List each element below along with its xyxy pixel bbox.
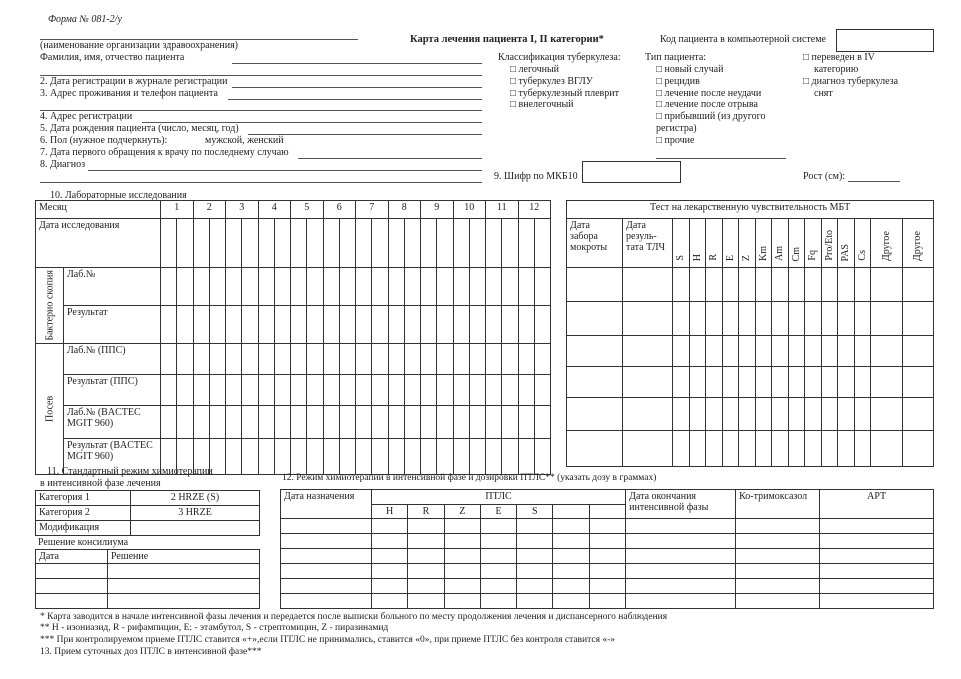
- footnote: *** При контролируемом приеме ПТЛС ставится «+»,если ПТЛС не принимались, ставится «0», при приеме ПТЛС без контроля ставится «-»: [40, 635, 616, 645]
- tb-class-item[interactable]: □ туберкулезный плеврит: [510, 88, 619, 99]
- table-row: [36, 594, 260, 609]
- category-value[interactable]: 3 HRZE: [131, 506, 260, 521]
- section12-title: 12. Режим химиотерапии в интенсивной фазе и дозировки ПТЛС** (указать дозу в граммах): [282, 473, 657, 483]
- transfer-item[interactable]: □ переведен в IV: [803, 52, 875, 63]
- org-caption: (наименование организации здравоохранения): [40, 40, 239, 51]
- category-label: Категория 1: [36, 491, 131, 506]
- drug-header: Другое: [880, 230, 892, 261]
- month-header: Месяц: [36, 201, 161, 219]
- lab-section-title: 10. Лабораторные исследования: [50, 190, 187, 201]
- height-label: Рост (см):: [803, 171, 846, 182]
- row-label: Результат (BACTEC MGIT 960): [64, 438, 161, 474]
- field-birth-date: 5. Дата рождения пациента (число, месяц, год): [40, 123, 239, 134]
- col-art: АРТ: [820, 490, 934, 519]
- patient-type-item[interactable]: □ лечение после неудачи: [656, 88, 762, 99]
- month-cell: 3: [226, 201, 259, 219]
- table-row: [36, 579, 260, 594]
- transfer-item[interactable]: □ диагноз туберкулеза: [803, 76, 899, 87]
- table-row: [567, 268, 934, 302]
- drug-header: Km: [757, 246, 769, 261]
- month-cell: 7: [356, 201, 389, 219]
- row-label: Результат: [64, 305, 161, 343]
- drug-header: PAS: [840, 243, 852, 261]
- table-row: [281, 579, 934, 594]
- dst-col-sample: Дата забора мокроты: [567, 219, 623, 268]
- month-cell: 4: [258, 201, 291, 219]
- drug-header: Am: [774, 246, 786, 261]
- height-line[interactable]: [848, 181, 900, 182]
- field-sex: 6. Пол (нужное подчеркнуть):: [40, 135, 168, 146]
- patient-type-item[interactable]: □ рецидив: [656, 76, 700, 87]
- month-cell: 11: [486, 201, 519, 219]
- row-label: Лаб.№: [64, 268, 161, 306]
- table-row: [36, 374, 551, 405]
- ptls-drug: [553, 505, 589, 519]
- row-label: Результат (ППС): [64, 374, 161, 405]
- field-registration-date-line[interactable]: [232, 87, 482, 88]
- col-date: Дата назначения: [281, 490, 372, 519]
- drug-header: Другое: [912, 230, 924, 261]
- drug-header: S: [675, 255, 687, 261]
- table-row: [36, 521, 260, 536]
- field-address: 3. Адрес проживания и телефон пациента: [40, 88, 218, 99]
- transfer-item-cont: категорию: [814, 64, 859, 75]
- footnote: * Карта заводится в начале интенсивной фазы лечения и передается после выписки больного по месту продолжения лечения и диспансерного наблюдения: [40, 612, 668, 622]
- ptls-drug: E: [480, 505, 516, 519]
- field-first-visit-line[interactable]: [298, 158, 482, 159]
- footnote: 13. Прием суточных доз ПТЛС в интенсивной фазе***: [40, 647, 262, 657]
- lab-table: [35, 200, 551, 475]
- icd-box[interactable]: [582, 161, 681, 183]
- transfer-item-cont: снят: [814, 88, 833, 99]
- ptls-drug: S: [517, 505, 553, 519]
- patient-code-box[interactable]: [836, 29, 934, 52]
- category-label: Модификация: [36, 521, 131, 536]
- tb-class-item[interactable]: □ туберкулез ВГЛУ: [510, 76, 593, 87]
- dst-table: [566, 200, 934, 467]
- council-col-date: Дата: [36, 550, 108, 564]
- month-cell: 9: [421, 201, 454, 219]
- drug-header: Z: [741, 254, 753, 261]
- table-row: [36, 343, 551, 374]
- table-row: [36, 564, 260, 579]
- col-end-date: Дата окончания интенсивной фазы: [626, 490, 736, 519]
- table-row: [36, 219, 551, 268]
- tb-class-title: Классификация туберкулеза:: [498, 52, 621, 63]
- bacterio-label: Бактерио скопия: [36, 268, 64, 344]
- col-ptls: ПТЛС: [372, 490, 626, 505]
- field-registration-date: 2. Дата регистрации в журнале регистрации: [40, 76, 228, 87]
- standard-regimen-table: [35, 490, 260, 536]
- table-row: [36, 491, 260, 506]
- month-cell: 12: [518, 201, 551, 219]
- table-row: [567, 302, 934, 336]
- tb-class-item[interactable]: □ внелегочный: [510, 99, 574, 110]
- ptls-drug: R: [408, 505, 444, 519]
- patient-type-item[interactable]: □ лечение после отрыва: [656, 99, 758, 110]
- field-first-visit: 7. Дата первого обращения к врачу по последнему случаю: [40, 147, 289, 158]
- section11-subtitle: в интенсивной фазе лечения: [40, 478, 161, 489]
- row-label: Лаб.№ (BACTEC MGIT 960): [64, 405, 161, 438]
- field-fio-line[interactable]: [232, 63, 482, 64]
- table-row: [36, 268, 551, 306]
- month-cell: 2: [193, 201, 226, 219]
- section11-title: 11. Стандартный режим химиотерапии: [47, 466, 213, 477]
- row-label: Лаб.№ (ППС): [64, 343, 161, 374]
- field-diagnosis-line-2[interactable]: [40, 182, 482, 183]
- category-label: Категория 2: [36, 506, 131, 521]
- drug-header: Pro/Eto: [823, 230, 835, 261]
- icd-label: 9. Шифр по МКБ10: [494, 171, 578, 182]
- form-number: Форма № 081-2/у: [48, 14, 122, 25]
- field-fio: Фамилия, имя, отчество пациента: [40, 52, 185, 63]
- table-row: [281, 594, 934, 609]
- drug-header: R: [708, 254, 720, 261]
- table-row: [36, 506, 260, 521]
- page-title: Карта лечения пациента I, II категории*: [410, 34, 604, 45]
- council-label: Решение консилиума: [38, 537, 129, 548]
- ptls-drug: H: [372, 505, 408, 519]
- tb-class-item[interactable]: □ легочный: [510, 64, 560, 75]
- dst-title: Тест на лекарственную чувствительность МБТ: [567, 201, 934, 219]
- table-row: [567, 336, 934, 367]
- council-col-decision: Решение: [108, 550, 260, 564]
- table-row: [281, 519, 934, 534]
- patient-type-item-cont: регистра): [656, 123, 697, 134]
- category-value[interactable]: [131, 521, 260, 536]
- table-row: [36, 405, 551, 438]
- table-row: [567, 431, 934, 467]
- ptls-drug: [589, 505, 625, 519]
- drug-header: H: [691, 253, 703, 261]
- field-sex-options[interactable]: мужской, женский: [205, 135, 284, 146]
- field-diagnosis-line[interactable]: [88, 170, 482, 171]
- col-cotrim: Ко-тримоксазол: [736, 490, 820, 519]
- intensive-regimen-table: [280, 489, 934, 609]
- month-cell: 10: [453, 201, 486, 219]
- ptls-drug: Z: [444, 505, 480, 519]
- patient-type-title: Тип пациента:: [645, 52, 707, 63]
- month-cell: 5: [291, 201, 324, 219]
- footnote: ** H - изониазид, R - рифампицин, E: - этамбутол, S - стрептомицин, Z - пиразинамид: [40, 623, 389, 633]
- table-row: [281, 534, 934, 549]
- council-table: [35, 549, 260, 609]
- drug-header: Cm: [790, 246, 802, 261]
- table-row: [281, 549, 934, 564]
- table-row: [36, 305, 551, 343]
- table-row: [567, 367, 934, 398]
- patient-code-label: Код пациента в компьютерной системе: [660, 34, 826, 45]
- month-cell: 6: [323, 201, 356, 219]
- dst-col-result: Дата резуль-тата ТЛЧ: [623, 219, 673, 268]
- patient-type-item[interactable]: □ новый случай: [656, 64, 724, 75]
- drug-header: E: [724, 254, 736, 261]
- drug-header: Cs: [856, 250, 868, 261]
- patient-type-item[interactable]: □ прибывший (из другого: [656, 111, 766, 122]
- field-address-line[interactable]: [228, 99, 482, 100]
- patient-type-other-line[interactable]: [656, 158, 786, 159]
- field-diagnosis: 8. Диагноз: [40, 159, 86, 170]
- patient-type-item[interactable]: □ прочие: [656, 135, 695, 146]
- culture-label: Посев: [36, 343, 64, 474]
- date-row-label: Дата исследования: [36, 219, 161, 268]
- month-cell: 1: [161, 201, 194, 219]
- table-row: [281, 564, 934, 579]
- category-value[interactable]: 2 HRZE (S): [131, 491, 260, 506]
- month-cell: 8: [388, 201, 421, 219]
- field-reg-address: 4. Адрес регистрации: [40, 111, 133, 122]
- table-row: [567, 398, 934, 431]
- drug-header: Fq: [807, 250, 819, 261]
